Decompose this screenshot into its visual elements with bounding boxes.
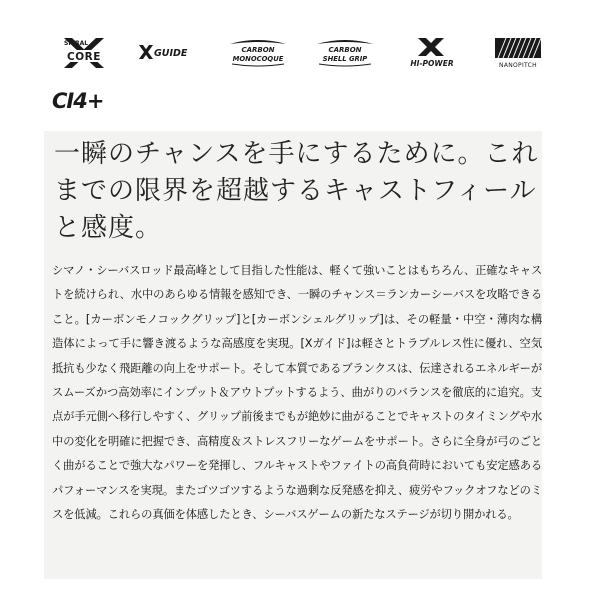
ci4plus-text: CI4+ (52, 89, 104, 113)
carbon-text: CARBON (328, 46, 362, 54)
nanopitch-text: NANOPITCH (499, 62, 537, 69)
headline: 一瞬のチャンスを手にするために。これまでの限界を超越するキャストフィールと感度。 (54, 139, 539, 243)
swoosh-icon (317, 40, 373, 44)
product-description: シマノ・シーバスロッド最高峰として目指した性能は、軽くて強いことはもちろん、正確なキャストを続けられ、水中のあらゆる情報を感知でき、一瞬のチャンス＝ランカーシーバスを攻略できること。[カーボンモノコックグリップ]と[カーボンシェルグリップ]は、その軽量・中空・薄肉な構造体によって手に響き渡るような高感度を実現。[Xガイド]は軽さとトラブルレス性に優れ、空気抵抗も少なく飛距離の向上をサポート。そして本質であるブランクスは、伝達されるエネルギーがスムーズかつ高効率にインプット＆アウトプットするよう、曲がりのバランスを徹底的に追究。支点が手元側へ移行しやすく、グリップ前後までもが絶妙に曲がることでキャストのタイミングや水中の変化を明確に把握でき、高精度＆ストレスフリーなゲームをサポート。さらに全身が弓のごとく曲がることで強大なパワーを発揮し、フルキャストやファイトの高負荷時においても安定感あるパフォーマンスを実現。またゴツゴツするような過剰な反発感を抑え、疲労やフックオフなどのミスを低減。これらの真価を体感したとき、シーバスゲームの新たなステージが切り開かれる。 (52, 264, 543, 522)
shell-grip-text: SHELL GRIP (322, 55, 368, 63)
swoosh-icon (230, 40, 286, 44)
carbon-monocoque-logo (226, 38, 290, 68)
carbon-shell-grip-logo (313, 38, 377, 68)
spiral-x-core-logo (56, 36, 112, 70)
ci4plus-logo (52, 86, 118, 116)
monocoque-text: MONOCOQUE (232, 55, 284, 63)
x-guide-logo (138, 42, 204, 62)
nanopitch-logo (492, 36, 544, 70)
x-mark-icon (139, 45, 153, 59)
core-text: CORE (67, 51, 101, 63)
x-guide-text: GUIDE (154, 48, 188, 59)
x-mark-icon (418, 38, 444, 56)
carbon-text: CARBON (241, 46, 275, 54)
hi-power-text: HI-POWER (410, 59, 454, 68)
diagonal-stripes-icon (495, 38, 541, 58)
hi-power-x-logo (404, 36, 460, 68)
spiral-text: SPIRAL (64, 40, 89, 47)
technology-logos (0, 0, 600, 120)
